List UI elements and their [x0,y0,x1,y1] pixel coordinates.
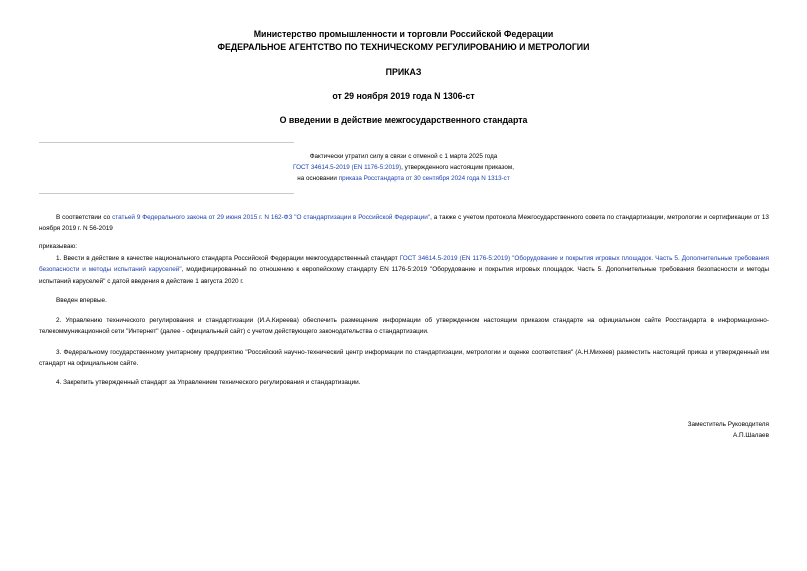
preamble-text: В соответствии со [56,214,113,221]
item1-text: 1. Ввести в действие в качестве национального стандарта Российской Федерации межгосударственный стандарт [56,255,400,262]
paragraph-item-3: 3. Федеральному государственному унитарному предприятию "Российский научно-технический центр информации по стандартизации, метрологии и оценке соответствия" (А.Н.Михеев) разместить настоящий приказ и утвержденный им стандарт на официальном сайте. [39,349,769,368]
agency-title: ФЕДЕРАЛЬНОЕ АГЕНТСТВО ПО ТЕХНИЧЕСКОМУ РЕГУЛИРОВАНИЮ И МЕТРОЛОГИИ [217,42,590,52]
signatory-name: А.П.Шалаев [732,432,769,439]
order-word: приказываю: [39,243,77,250]
document-date-number: от 29 ноября 2019 года N 1306-ст [332,91,475,101]
paragraph-preamble [39,212,769,235]
paragraph-item-2: 2. Управлению технического регулирования и стандартизации (И.А.Киреева) обеспечить размещение информации об утвержденном настоящим приказом стандарте на официальном сайте Росстандарта в информационно-телекоммуникационной сети "Интернет" (далее - официальный сайт) с учетом действующего законодательства о стандартизации. [39,317,769,336]
bottom-divider [39,193,294,194]
item1-suffix: , модифицированный по отношению к европейскому стандарту EN 1176-5:2019 "Оборудование и покрытия игровых площадок. Часть 5. Дополнительные требования безопасности и методы испытаний каруселей" с датой введения в действие 1 августа 2020 г. [39,266,769,285]
paragraph-item-1 [39,253,769,287]
status-note-line3-text: на основании [297,175,339,182]
status-standard-link[interactable]: ГОСТ 34614.5-2019 (EN 1176-5:2019) [293,164,402,171]
status-note-line1: Фактически утратил силу в связи с отменой с 1 марта 2025 года [309,153,498,160]
status-note-line2-text: , утвержденного настоящим приказом, [401,164,514,171]
preamble-suffix: , а также с учетом протокола Межгосударственного совета по стандартизации, метрологии и сертификации от 13 ноября 2019 г. N 56-2019 [39,214,769,233]
paragraph-item-4: 4. Закрепить утвержденный стандарт за Управлением технического регулирования и стандартизации. [56,379,361,386]
gost-standard-link[interactable]: ГОСТ 34614.5-2019 (EN 1176-5:2019) "Оборудование и покрытия игровых площадок. Часть 5. Дополнительные требования безопасности и методы испытаний каруселей" [39,255,770,274]
status-note-line3 [0,174,807,185]
status-note-line2 [0,163,807,174]
federal-law-link[interactable]: статьей 9 Федерального закона от 29 июня 2015 г. N 162-ФЗ "О стандартизации в Российской Федерации" [112,214,431,221]
document-subject: О введении в действие межгосударственного стандарта [279,115,528,125]
introduced-first: Введен впервые. [56,297,107,304]
top-divider [39,142,294,143]
document-type: ПРИКАЗ [385,67,422,77]
rosstandart-order-link[interactable]: приказа Росстандарта от 30 сентября 2024 года N 1313-ст [338,175,510,182]
ministry-title: Министерство промышленности и торговли Российской Федерации [253,29,554,39]
signatory-position: Заместитель Руководителя [687,421,769,428]
